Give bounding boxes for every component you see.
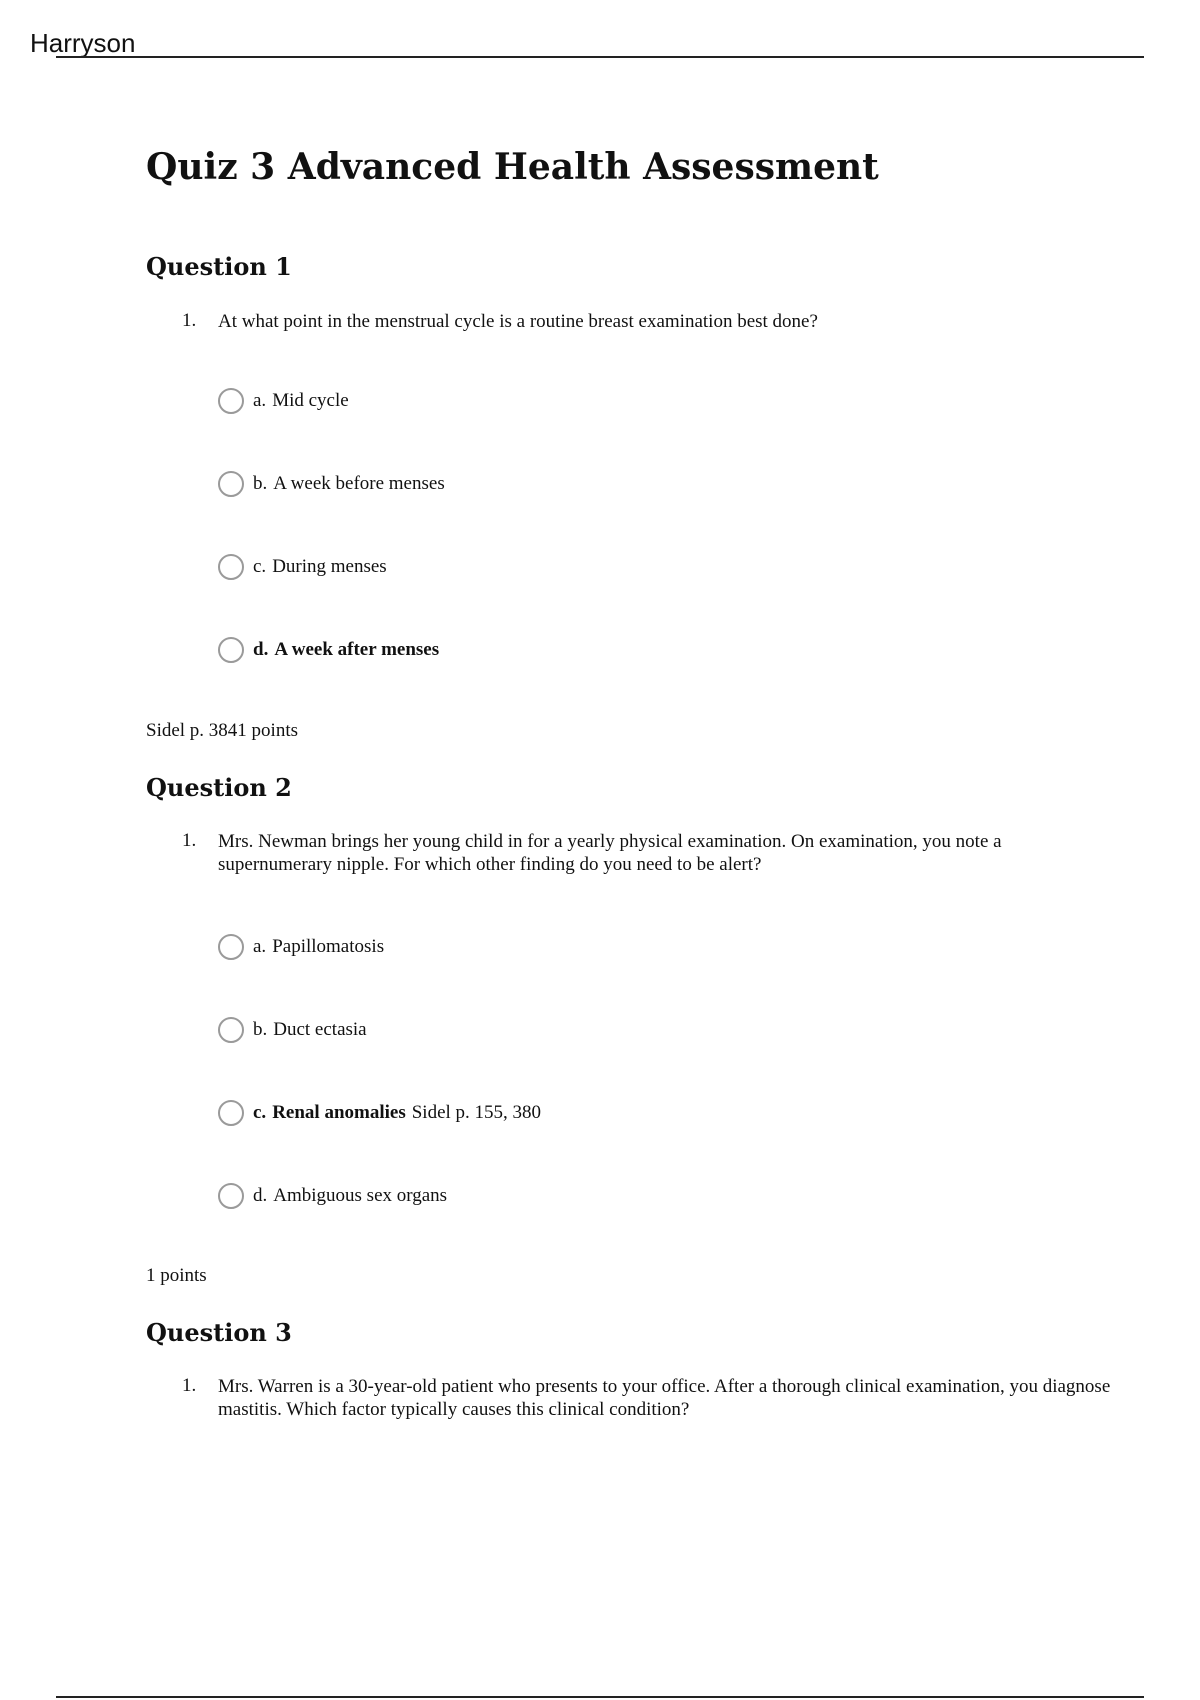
radio-button[interactable] <box>218 934 244 960</box>
page-title: Quiz 3 Advanced Health Assessment <box>146 146 879 188</box>
option-letter: d. <box>253 639 269 660</box>
question-1-points: Sidel p. 3841 points <box>146 720 299 741</box>
option-text: Renal anomalies <box>272 1102 406 1123</box>
question-3-heading: Question 3 <box>146 1318 292 1347</box>
option-text: Ambiguous sex organs <box>273 1185 448 1206</box>
option-letter: c. <box>253 1102 267 1123</box>
q2-option-b[interactable] <box>218 1014 367 1046</box>
option-letter: d. <box>253 1185 268 1206</box>
footer-divider <box>56 1696 1144 1698</box>
q1-option-d[interactable] <box>218 634 439 666</box>
author-name: Harryson <box>30 28 136 58</box>
question-2-number: 1. <box>182 830 197 851</box>
radio-button[interactable] <box>218 1183 244 1209</box>
radio-button[interactable] <box>218 1100 244 1126</box>
q1-option-a[interactable] <box>218 385 349 417</box>
q2-option-c[interactable] <box>218 1097 541 1129</box>
option-letter: b. <box>253 473 268 494</box>
radio-button[interactable] <box>218 1017 244 1043</box>
question-3-number: 1. <box>182 1375 197 1396</box>
option-letter: a. <box>253 390 267 411</box>
option-text: A week before menses <box>273 473 445 494</box>
option-text: A week after menses <box>274 639 440 660</box>
question-1-heading: Question 1 <box>146 252 292 281</box>
radio-button[interactable] <box>218 388 244 414</box>
header-divider <box>56 56 1144 58</box>
question-1-number: 1. <box>182 310 197 331</box>
question-2-points: 1 points <box>146 1265 207 1286</box>
option-text: During menses <box>272 556 387 577</box>
q2-option-d[interactable] <box>218 1180 447 1212</box>
option-text: Mid cycle <box>272 390 349 411</box>
option-letter: b. <box>253 1019 268 1040</box>
option-reference-note: Sidel p. 155, 380 <box>411 1102 542 1123</box>
question-1-text: At what point in the menstrual cycle is a routine breast examination best done? <box>218 311 818 332</box>
q2-option-a[interactable] <box>218 931 384 963</box>
option-text: Papillomatosis <box>272 936 385 957</box>
option-letter: a. <box>253 936 267 957</box>
q1-option-c[interactable] <box>218 551 387 583</box>
radio-button[interactable] <box>218 471 244 497</box>
option-text: Duct ectasia <box>273 1019 367 1040</box>
radio-button[interactable] <box>218 637 244 663</box>
option-letter: c. <box>253 556 267 577</box>
radio-button[interactable] <box>218 554 244 580</box>
question-3-text: Mrs. Warren is a 30-year-old patient who presents to your office. After a thorough clinical examination, you diagnose mastitis. Which factor typically causes this clinical condition? <box>218 1376 1111 1420</box>
question-2-text: Mrs. Newman brings her young child in for a yearly physical examination. On examination, you note a supernumerary nipple. For which other finding do you need to be alert? <box>218 831 1002 875</box>
q1-option-b[interactable] <box>218 468 445 500</box>
question-2-heading: Question 2 <box>146 773 292 802</box>
